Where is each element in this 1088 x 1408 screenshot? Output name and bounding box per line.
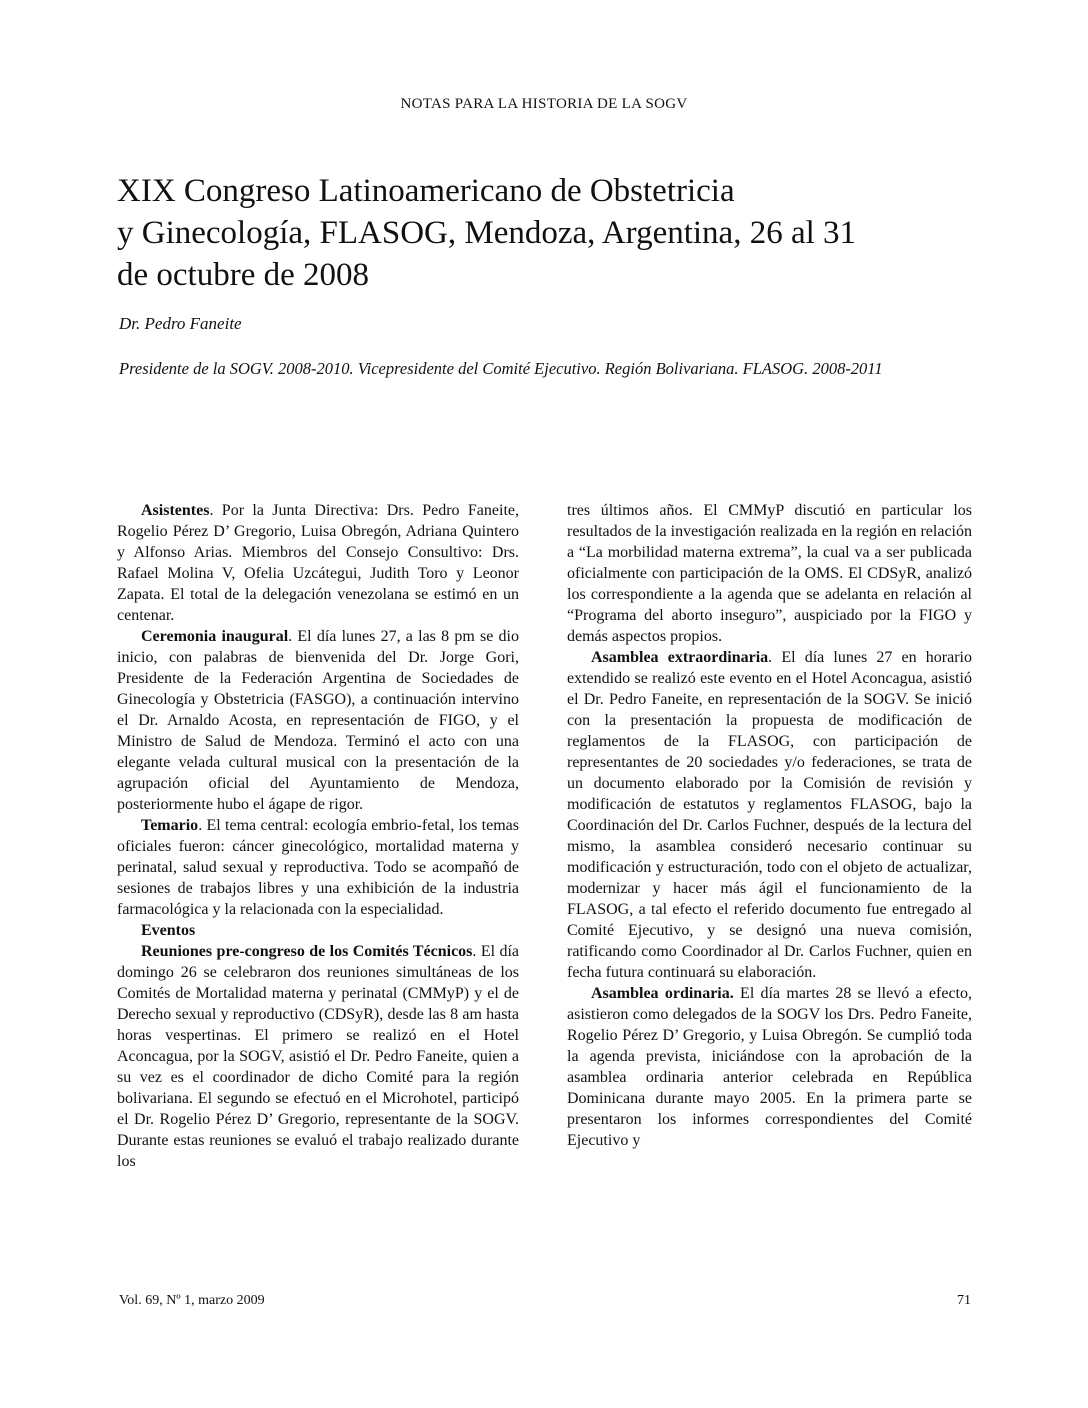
paragraph-body: . Por la Junta Directiva: Drs. Pedro Faneite, Rogelio Pérez D’ Gregorio, Luisa Obregón, Adriana Quintero y Alfonso Arias. Miembros del Consejo Consultivo: Drs. Rafael Molina V, Ofelia Uzcátegui, Judith Toro y Leonor Zapata. El total de la delegación venezolana se estimó en un centenar. (117, 502, 519, 624)
paragraph-reuniones (117, 941, 519, 1172)
paragraph-asamblea-ordinaria (567, 983, 972, 1151)
paragraph-continuation (567, 500, 972, 647)
paragraph-body: . El día domingo 26 se celebraron dos reuniones simultáneas de los Comités de Mortalidad materna y perinatal (CMMyP) y el de Derecho sexual y reproductivo (CDSyR), desde las 8 am hasta horas vespertinas. El primero se realizó en el Hotel Aconcagua, por la SOGV, asistió el Dr. Pedro Faneite, quien a su vez es el coordinador de dicho Comité para la región bolivariana. El segundo se efectuó en el Microhotel, participó el Dr. Rogelio Pérez D’ Gregorio, representante de la SOGV. Durante estas reuniones se evaluó el trabajo realizado durante los (117, 943, 520, 1170)
right-column (567, 500, 972, 1151)
author-affiliation: Presidente de la SOGV. 2008-2010. Vicepresidente del Comité Ejecutivo. Región Bolivariana. FLASOG. 2008-2011 (119, 359, 883, 378)
left-column (117, 500, 519, 1172)
article-title (117, 170, 977, 296)
running-head: NOTAS PARA LA HISTORIA DE LA SOGV (400, 96, 688, 112)
paragraph-heading: Asistentes (141, 502, 210, 519)
author-name: Dr. Pedro Faneite (119, 314, 242, 333)
paragraph-ceremonia (117, 626, 519, 815)
footer-volume: Vol. 69, Nº 1, marzo 2009 (119, 1293, 265, 1308)
paragraph-heading: Temario (141, 817, 199, 834)
paragraph-temario (117, 815, 519, 920)
paragraph-asamblea-extraordinaria (567, 647, 972, 983)
paragraph-body: . El tema central: ecología embrio-fetal, los temas oficiales fueron: cáncer ginecológico, mortalidad materna y perinatal, salud sexual y reproductiva. Todo se acompañó de sesiones de trabajos libres y una exhibición de la industria farmacológica y la relacionada con la especialidad. (117, 817, 519, 918)
paragraph-body: . El día lunes 27 en horario extendido se realizó este evento en el Hotel Aconcagua, asistió el Dr. Pedro Faneite, en representación de la SOGV. Se inició con la presentación la propuesta de modificación de reglamentos de la FLASOG, con participación de representantes de 20 sociedades y/o federaciones, se trata de un documento elaborado por la Comisión de revisión y modificación de estatutos y reglamentos FLASOG, bajo la Coordinación del Dr. Carlos Fuchner, después de la lectura del mismo, la asamblea consideró necesario continuar su modificación y estructuración, todo con el objeto de actualizar, modernizar y hacer más ágil el funcionamiento de la FLASOG, a tal efecto el referido documento fue entregado al Comité Ejecutivo, y se designó una nueva comisión, ratificando como Coordinador al Dr. Carlos Fuchner, quien en fecha futura continuará su elaboración. (567, 649, 973, 981)
title-line-1: XIX Congreso Latinoamericano de Obstetricia (117, 173, 735, 209)
title-line-2: y Ginecología, FLASOG, Mendoza, Argentina, 26 al 31 (117, 215, 857, 251)
page-number: 71 (957, 1293, 971, 1308)
paragraph-heading: Asamblea extraordinaria (591, 649, 769, 666)
paragraph-asistentes (117, 500, 519, 626)
paragraph-heading: Reuniones pre-congreso de los Comités Técnicos (141, 943, 473, 960)
title-line-3: de octubre de 2008 (117, 257, 369, 293)
paragraph-body: tres últimos años. El CMMyP discutió en particular los resultados de la investigación realizada en la región en relación a “La morbilidad materna extrema”, la cual va a ser publicada oficialmente con participación de la OMS. El CDSyR, analizó los correspondiente a la agenda que se adelanta en relación al “Programa del aborto inseguro”, auspiciado por la FIGO y demás aspectos propios. (567, 502, 972, 645)
section-heading: Eventos (141, 922, 196, 939)
paragraph-heading: Ceremonia inaugural (141, 628, 289, 645)
paragraph-body: . El día lunes 27, a las 8 pm se dio inicio, con palabras de bienvenida del Dr. Jorge Gori, Presidente de la Federación Argentina de Sociedades de Ginecología y Obstetricia (FASGO), a continuación intervino el Dr. Arnaldo Acosta, en representación de FIGO, y el Ministro de Salud de Mendoza. Terminó el acto con una elegante velada cultural musical con la presentación de la agrupación oficial del Ayuntamiento de Mendoza, posteriormente hubo el ágape de rigor. (117, 628, 519, 813)
paragraph-heading: Asamblea ordinaria. (591, 985, 734, 1002)
heading-eventos (117, 920, 519, 941)
paragraph-body: El día martes 28 se llevó a efecto, asistieron como delegados de la SOGV los Drs. Pedro Faneite, Rogelio Pérez D’ Gregorio, y Luisa Obregón. Se cumplió toda la agenda prevista, iniciándose con la aprobación de la asamblea ordinaria anterior celebrada en República Dominicana durante mayo 2005. En la primera parte se presentaron los informes correspondientes del Comité Ejecutivo y (567, 985, 972, 1149)
